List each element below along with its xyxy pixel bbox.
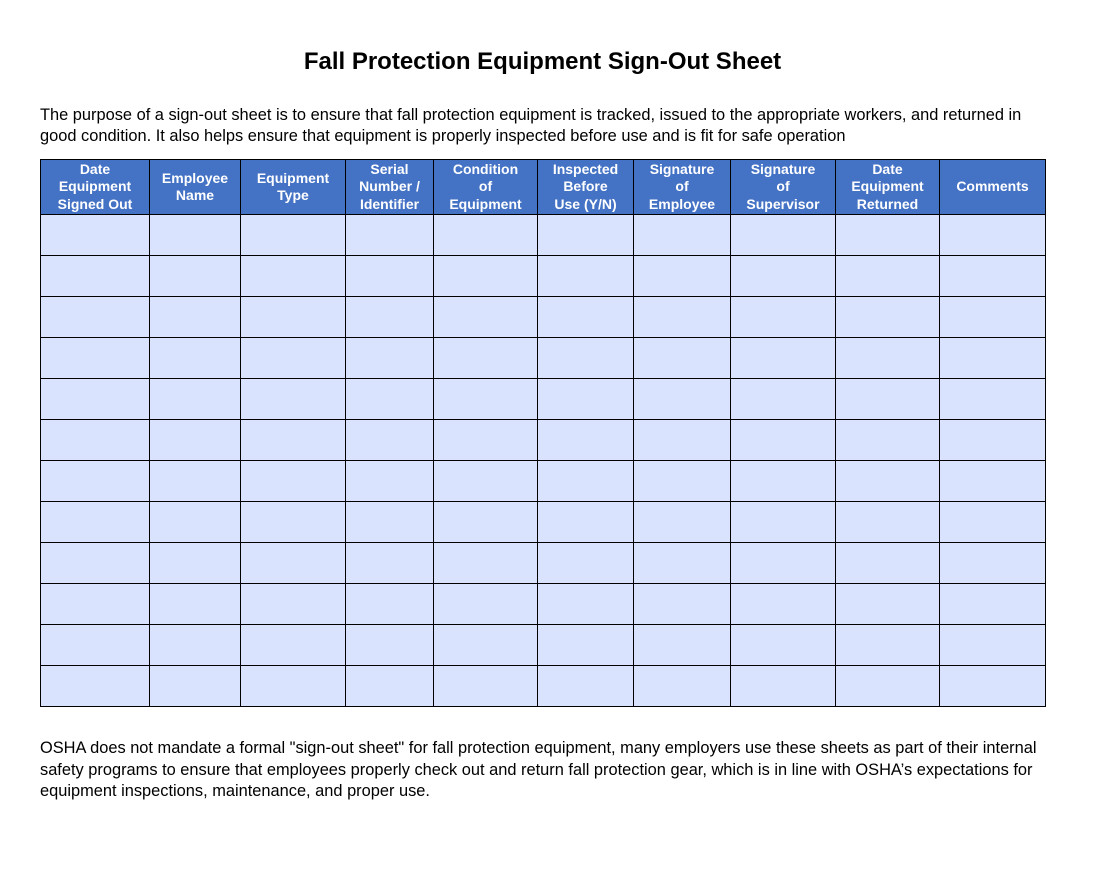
table-cell[interactable]: [346, 461, 434, 502]
table-cell[interactable]: [150, 461, 241, 502]
table-cell[interactable]: [836, 420, 940, 461]
table-cell[interactable]: [940, 502, 1046, 543]
table-cell[interactable]: [836, 379, 940, 420]
table-cell[interactable]: [150, 420, 241, 461]
table-cell[interactable]: [434, 502, 538, 543]
table-cell[interactable]: [41, 379, 150, 420]
table-cell[interactable]: [634, 543, 731, 584]
table-cell[interactable]: [940, 215, 1046, 256]
table-cell[interactable]: [538, 215, 634, 256]
table-cell[interactable]: [731, 379, 836, 420]
table-cell[interactable]: [434, 256, 538, 297]
table-cell[interactable]: [731, 543, 836, 584]
table-cell[interactable]: [41, 666, 150, 707]
table-cell[interactable]: [41, 256, 150, 297]
table-cell[interactable]: [346, 584, 434, 625]
table-cell[interactable]: [150, 666, 241, 707]
table-cell[interactable]: [634, 379, 731, 420]
table-cell[interactable]: [241, 461, 346, 502]
table-cell[interactable]: [41, 338, 150, 379]
table-cell[interactable]: [836, 256, 940, 297]
table-cell[interactable]: [634, 461, 731, 502]
table-cell[interactable]: [346, 666, 434, 707]
table-cell[interactable]: [836, 338, 940, 379]
table-cell[interactable]: [940, 543, 1046, 584]
table-cell[interactable]: [241, 420, 346, 461]
table-cell[interactable]: [434, 420, 538, 461]
table-cell[interactable]: [940, 379, 1046, 420]
table-cell[interactable]: [346, 625, 434, 666]
table-cell[interactable]: [538, 461, 634, 502]
table-cell[interactable]: [940, 625, 1046, 666]
table-cell[interactable]: [538, 297, 634, 338]
intro-paragraph: The purpose of a sign-out sheet is to ensure that fall protection equipment is tracked, issued to the appropriate workers, and returned in good condition. It also helps ensure that equipment is properly inspected before use and is fit for safe operation: [40, 106, 1022, 145]
table-cell[interactable]: [241, 338, 346, 379]
table-cell[interactable]: [434, 297, 538, 338]
sign-out-table: [40, 159, 1046, 707]
table-cell[interactable]: [836, 666, 940, 707]
table-cell[interactable]: [731, 297, 836, 338]
table-body: [41, 215, 1046, 707]
table-cell[interactable]: [241, 297, 346, 338]
table-cell[interactable]: [836, 584, 940, 625]
column-header-supervisor-signature: Signature of Supervisor: [731, 160, 836, 215]
table-cell[interactable]: [241, 256, 346, 297]
table-cell[interactable]: [634, 502, 731, 543]
table-row: [41, 584, 1046, 625]
table-cell[interactable]: [150, 502, 241, 543]
table-cell[interactable]: [940, 420, 1046, 461]
table-row: [41, 625, 1046, 666]
table-cell[interactable]: [41, 543, 150, 584]
table-row: [41, 461, 1046, 502]
column-header-equipment-type: Equipment Type: [241, 160, 346, 215]
table-cell[interactable]: [150, 338, 241, 379]
column-header-employee-name: Employee Name: [150, 160, 241, 215]
table-row: [41, 215, 1046, 256]
table-cell[interactable]: [940, 338, 1046, 379]
table-cell[interactable]: [241, 379, 346, 420]
table-cell[interactable]: [836, 297, 940, 338]
table-cell[interactable]: [150, 584, 241, 625]
table-cell[interactable]: [41, 215, 150, 256]
page-title: Fall Protection Equipment Sign-Out Sheet: [303, 48, 782, 75]
table-cell[interactable]: [940, 666, 1046, 707]
table-cell[interactable]: [41, 502, 150, 543]
table-row: [41, 502, 1046, 543]
table-cell[interactable]: [434, 461, 538, 502]
table-cell[interactable]: [346, 256, 434, 297]
column-header-date-signed-out: Date Equipment Signed Out: [41, 160, 150, 215]
table-cell[interactable]: [731, 666, 836, 707]
table-cell[interactable]: [634, 584, 731, 625]
table-cell[interactable]: [731, 625, 836, 666]
table-cell[interactable]: [346, 215, 434, 256]
table-header-row: [41, 160, 1046, 215]
table-cell[interactable]: [434, 379, 538, 420]
table-cell[interactable]: [836, 215, 940, 256]
table-cell[interactable]: [434, 543, 538, 584]
table-row: [41, 338, 1046, 379]
table-cell[interactable]: [836, 543, 940, 584]
column-header-employee-signature: Signature of Employee: [634, 160, 731, 215]
table-cell[interactable]: [41, 584, 150, 625]
table-cell[interactable]: [836, 625, 940, 666]
table-cell[interactable]: [150, 625, 241, 666]
table-cell[interactable]: [731, 256, 836, 297]
table-row: [41, 379, 1046, 420]
table-cell[interactable]: [41, 625, 150, 666]
table-cell[interactable]: [434, 584, 538, 625]
table-cell[interactable]: [634, 215, 731, 256]
table-cell[interactable]: [634, 338, 731, 379]
column-header-inspected: Inspected Before Use (Y/N): [538, 160, 634, 215]
table-cell[interactable]: [538, 666, 634, 707]
footer-paragraph: OSHA does not mandate a formal "sign-out sheet" for fall protection equipment, many employers use these sheets as part of their internal safety programs to ensure that employees properly check out and return fall protection gear, which is in line with OSHA’s expectations for equipment inspections, maintenance, and proper use.: [40, 739, 1037, 800]
table-cell[interactable]: [150, 215, 241, 256]
table-row: [41, 256, 1046, 297]
table-cell[interactable]: [346, 543, 434, 584]
table-cell[interactable]: [434, 338, 538, 379]
table-cell[interactable]: [634, 625, 731, 666]
table-cell[interactable]: [538, 379, 634, 420]
table-cell[interactable]: [346, 502, 434, 543]
table-cell[interactable]: [41, 461, 150, 502]
table-cell[interactable]: [241, 584, 346, 625]
table-cell[interactable]: [150, 256, 241, 297]
column-header-date-returned: Date Equipment Returned: [836, 160, 940, 215]
column-header-condition: Condition of Equipment: [434, 160, 538, 215]
table-cell[interactable]: [41, 420, 150, 461]
table-cell[interactable]: [241, 666, 346, 707]
table-cell[interactable]: [241, 625, 346, 666]
table-cell[interactable]: [241, 543, 346, 584]
table-cell[interactable]: [241, 215, 346, 256]
table-cell[interactable]: [634, 297, 731, 338]
table-cell[interactable]: [538, 625, 634, 666]
table-cell[interactable]: [634, 420, 731, 461]
table-cell[interactable]: [434, 625, 538, 666]
table-cell[interactable]: [538, 420, 634, 461]
table-cell[interactable]: [731, 420, 836, 461]
table-cell[interactable]: [731, 215, 836, 256]
table-cell[interactable]: [346, 420, 434, 461]
table-cell[interactable]: [836, 502, 940, 543]
column-header-comments: Comments: [940, 160, 1046, 215]
table-cell[interactable]: [836, 461, 940, 502]
table-cell[interactable]: [940, 461, 1046, 502]
table-cell[interactable]: [940, 297, 1046, 338]
table-cell[interactable]: [434, 215, 538, 256]
table-cell[interactable]: [940, 256, 1046, 297]
table-cell[interactable]: [731, 584, 836, 625]
table-cell[interactable]: [538, 502, 634, 543]
table-cell[interactable]: [538, 543, 634, 584]
table-cell[interactable]: [538, 256, 634, 297]
table-row: [41, 666, 1046, 707]
table-cell[interactable]: [731, 461, 836, 502]
table-cell[interactable]: [731, 502, 836, 543]
table-cell[interactable]: [346, 297, 434, 338]
table-row: [41, 543, 1046, 584]
table-cell[interactable]: [346, 338, 434, 379]
table-cell[interactable]: [241, 502, 346, 543]
table-row: [41, 420, 1046, 461]
table-cell[interactable]: [731, 338, 836, 379]
table-cell[interactable]: [41, 297, 150, 338]
table-cell[interactable]: [634, 666, 731, 707]
table-cell[interactable]: [634, 256, 731, 297]
table-row: [41, 297, 1046, 338]
table-cell[interactable]: [346, 379, 434, 420]
table-cell[interactable]: [150, 297, 241, 338]
table-cell[interactable]: [150, 379, 241, 420]
table-cell[interactable]: [150, 543, 241, 584]
table-cell[interactable]: [434, 666, 538, 707]
table-cell[interactable]: [538, 584, 634, 625]
table-cell[interactable]: [940, 584, 1046, 625]
column-header-serial-number: Serial Number / Identifier: [346, 160, 434, 215]
table-cell[interactable]: [538, 338, 634, 379]
